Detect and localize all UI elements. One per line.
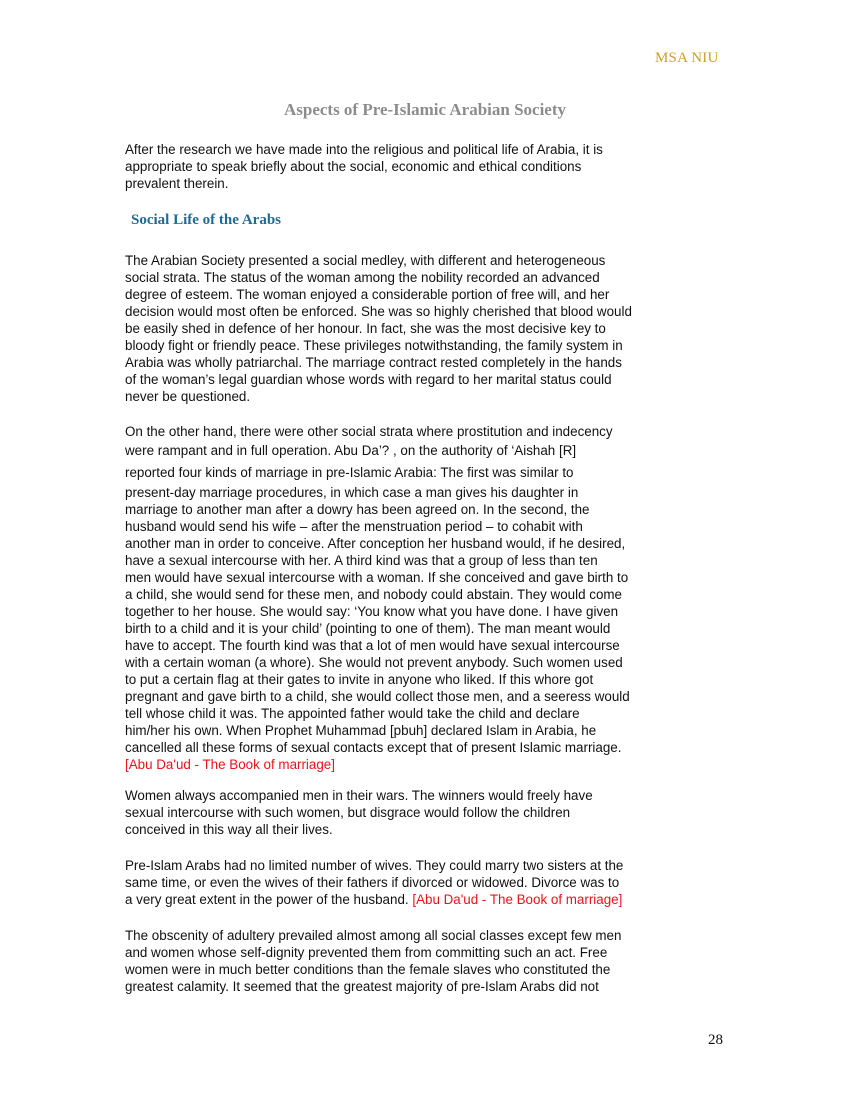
text-line: greatest calamity. It seemed that the greatest majority of pre-Islam Arabs did not xyxy=(125,979,599,994)
text-line: sexual intercourse with such women, but disgrace would follow the children xyxy=(125,805,571,820)
text-line: to put a certain flag at their gates to invite in anyone who liked. If this whore got xyxy=(125,672,594,687)
citation-reference: [Abu Da'ud - The Book of marriage] xyxy=(125,757,335,772)
text-line: reported four kinds of marriage in pre-Islamic Arabia: The first was similar to xyxy=(125,465,574,480)
text-line: conceived in this way all their lives. xyxy=(125,822,333,837)
text-line: him/her his own. When Prophet Muhammad [pbuh] declared Islam in Arabia, he xyxy=(125,723,597,738)
citation-reference: [Abu Da'ud - The Book of marriage] xyxy=(412,892,623,907)
page-header-organization: MSA NIU xyxy=(655,50,719,66)
text-line: birth to a child and it is your child’ (pointing to one of them). The man meant would xyxy=(125,621,611,636)
text-line: women were in much better conditions than the female slaves who constituted the xyxy=(125,962,611,977)
text-line: and women whose self-dignity prevented them from committing such an act. Free xyxy=(125,945,608,960)
paragraph-war-women xyxy=(125,787,735,838)
text-line: have a sexual intercourse with her. A third kind was that a group of less than ten xyxy=(125,553,598,568)
text-line: with a certain woman (a whore). She would not prevent anybody. Such women used xyxy=(125,655,623,670)
text-line: a child, she would send for these men, and nobody could abstain. They would come xyxy=(125,587,623,602)
page-number: 28 xyxy=(708,1032,723,1048)
text-line: The obscenity of adultery prevailed almost among all social classes except few men xyxy=(125,928,622,943)
text-line: After the research we have made into the religious and political life of Arabia, it is xyxy=(125,142,603,157)
text-fragment: a very great extent in the power of the husband. xyxy=(125,892,413,907)
text-line: be easily shed in defence of her honour. In fact, she was the most decisive key to xyxy=(125,321,606,336)
text-line: degree of esteem. The woman enjoyed a considerable portion of free will, and her xyxy=(125,287,610,302)
paragraph-wives xyxy=(125,857,735,908)
intro-paragraph xyxy=(125,141,735,192)
text-line: another man in order to conceive. After conception her husband would, if he desired, xyxy=(125,536,626,551)
text-line: tell whose child it was. The appointed father would take the child and declare xyxy=(125,706,580,721)
text-line: husband would send his wife – after the menstruation period – to cohabit with xyxy=(125,519,583,534)
text-line: bloody fight or friendly peace. These privileges notwithstanding, the family system in xyxy=(125,338,623,353)
paragraph-adultery xyxy=(125,927,735,995)
text-line: pregnant and gave birth to a child, she would collect those men, and a seeress would xyxy=(125,689,630,704)
text-line: Pre-Islam Arabs had no limited number of wives. They could marry two sisters at the xyxy=(125,858,624,873)
text-line: The Arabian Society presented a social medley, with different and heterogeneous xyxy=(125,253,606,268)
text-line: On the other hand, there were other social strata where prostitution and indecency xyxy=(125,424,613,439)
text-line: Women always accompanied men in their wars. The winners would freely have xyxy=(125,788,593,803)
text-line: Arabia was wholly patriarchal. The marriage contract rested completely in the hands xyxy=(125,355,622,370)
text-line: were rampant and in full operation. Abu Da’? , on the authority of ‘Aishah [R] xyxy=(125,443,577,458)
text-line: of the woman’s legal guardian whose words with regard to her marital status could xyxy=(125,372,612,387)
text-line: social strata. The status of the woman among the nobility recorded an advanced xyxy=(125,270,600,285)
text-line: have to accept. The fourth kind was that a lot of men would have sexual intercourse xyxy=(125,638,620,653)
text-line: never be questioned. xyxy=(125,389,251,404)
text-line: together to her house. She would say: ‘You know what you have done. I have given xyxy=(125,604,619,619)
text-line-with-citation xyxy=(125,891,735,908)
text-line: cancelled all these forms of sexual contacts except that of present Islamic marriage. xyxy=(125,740,622,755)
text-line: marriage to another man after a dowry has been agreed on. In the second, the xyxy=(125,502,590,517)
text-line: appropriate to speak briefly about the social, economic and ethical conditions xyxy=(125,159,582,174)
paragraph-social-strata xyxy=(125,252,735,405)
section-heading: Social Life of the Arabs xyxy=(131,212,281,228)
text-line: prevalent therein. xyxy=(125,176,229,191)
text-line: decision would most often be enforced. She was so highly cherished that blood would xyxy=(125,304,632,319)
text-line: same time, or even the wives of their fathers if divorced or widowed. Divorce was to xyxy=(125,875,620,890)
paragraph-marriage-kinds xyxy=(125,423,735,773)
text-line: present-day marriage procedures, in which case a man gives his daughter in xyxy=(125,485,579,500)
text-line: men would have sexual intercourse with a woman. If she conceived and gave birth to xyxy=(125,570,629,585)
page-title: Aspects of Pre-Islamic Arabian Society xyxy=(283,100,567,119)
